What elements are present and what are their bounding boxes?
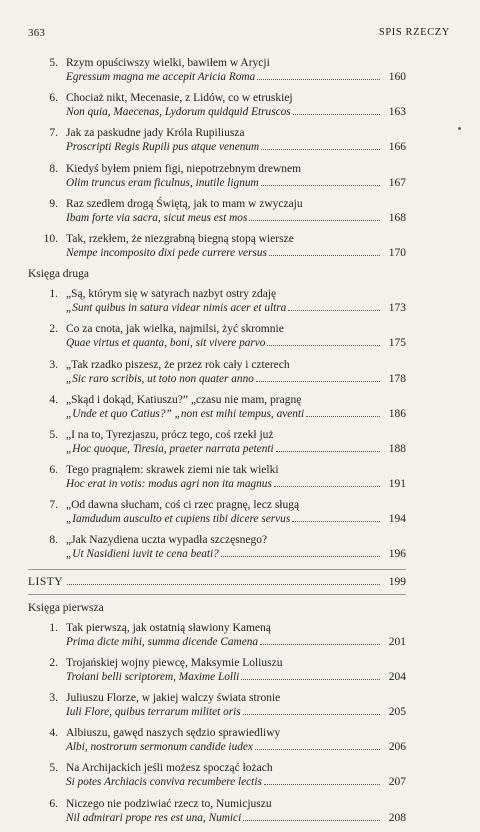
entry-latin-row bbox=[66, 775, 406, 789]
entry-page: 208 bbox=[388, 811, 406, 824]
entry-latin: Troiani belli scriptorem, Maxime Lolli bbox=[66, 670, 240, 683]
entry-number: 6. bbox=[49, 797, 58, 810]
entry-title: Kiedyś byłem pniem figi, niepotrzebnym drewnem bbox=[66, 162, 302, 175]
dot-leader bbox=[261, 149, 380, 150]
entry-latin-row bbox=[66, 740, 406, 754]
entry-title: Trojańskiej wojny piewcę, Maksymie Loliuszu bbox=[66, 656, 283, 669]
toc-entry[interactable] bbox=[28, 533, 406, 561]
toc-group-1 bbox=[28, 56, 406, 260]
toc-entry[interactable] bbox=[28, 91, 406, 119]
entry-latin: Olim truncus eram ficulnus, inutile lignum bbox=[66, 176, 259, 189]
entry-latin: Quae virtus et quanta, boni, sit vivere parvo bbox=[66, 337, 266, 350]
entry-latin: „Sic raro scribis, ut toto non quater anno bbox=[66, 372, 254, 385]
dot-leader bbox=[274, 486, 380, 487]
entry-latin-row bbox=[66, 176, 406, 190]
toc-entry[interactable] bbox=[28, 797, 406, 825]
entry-number: 4. bbox=[49, 727, 58, 740]
entry-number: 3. bbox=[49, 692, 58, 704]
toc-entry[interactable] bbox=[28, 232, 406, 260]
toc-entry[interactable] bbox=[28, 162, 406, 190]
entry-latin: Non quia, Maecenas, Lydorum quidquid Etruscos bbox=[66, 106, 291, 119]
entry-number: 8. bbox=[49, 162, 58, 175]
dot-leader bbox=[67, 584, 380, 585]
entry-latin-row bbox=[66, 301, 406, 315]
entry-number: 7. bbox=[49, 127, 58, 140]
entry-title: Na Archijackich jeśli możesz spocząć łożach bbox=[66, 762, 273, 775]
entry-title: Tak pierwszą, jak ostatnią sławiony Kameną bbox=[66, 621, 271, 634]
entry-page: 204 bbox=[388, 670, 406, 683]
entry-latin: Si potes Archiacis conviva recumbere lectis bbox=[66, 776, 262, 789]
dot-leader bbox=[276, 451, 380, 452]
dot-leader bbox=[292, 521, 380, 522]
entry-page: 168 bbox=[388, 211, 406, 224]
entry-latin-row bbox=[66, 512, 406, 526]
entry-latin: „Hoc quoque, Tiresia, praeter narrata petenti bbox=[66, 442, 274, 455]
toc-entry[interactable] bbox=[28, 428, 406, 456]
dot-leader bbox=[241, 679, 380, 680]
entry-latin: „Unde et quo Catius?” „non est mihi tempus, aventi bbox=[66, 407, 305, 420]
entry-title: Jak za paskudne jady Króla Rupiliusza bbox=[66, 127, 245, 140]
entry-latin: Iuli Flore, quibus terrarum militet oris bbox=[66, 706, 241, 718]
entry-latin: Proscripti Regis Rupili pus atque venenum bbox=[66, 141, 260, 154]
entry-page: 175 bbox=[388, 337, 406, 350]
entry-number: 2. bbox=[49, 656, 58, 669]
entry-title: „Tak rzadko piszesz, że przez rok cały i czterech bbox=[66, 358, 290, 371]
listy-page: 199 bbox=[388, 575, 406, 588]
dot-leader bbox=[249, 220, 380, 221]
toc-entry[interactable] bbox=[28, 358, 406, 386]
entry-number: 6. bbox=[49, 464, 58, 477]
dot-leader bbox=[267, 345, 380, 346]
entry-latin-row bbox=[66, 246, 406, 260]
entry-latin: Prima dicte mihi, summa dicende Camena bbox=[66, 635, 259, 648]
entry-title: Raz szedłem drogą Świętą, jak to mam w zwyczaju bbox=[66, 197, 303, 210]
entry-number: 1. bbox=[49, 621, 58, 634]
dot-leader bbox=[221, 556, 380, 557]
entry-latin-row bbox=[66, 705, 406, 719]
entry-latin-row bbox=[66, 547, 406, 561]
toc-entry[interactable] bbox=[28, 322, 406, 350]
entry-number: 4. bbox=[49, 393, 58, 406]
entry-page: 178 bbox=[388, 372, 406, 385]
entry-latin-row bbox=[66, 105, 406, 119]
entry-page: 191 bbox=[388, 478, 406, 491]
toc-entry[interactable] bbox=[28, 498, 406, 526]
entry-latin: „Iamdudum ausculto et cupiens tibi dicere servus bbox=[66, 513, 291, 526]
entry-latin-row bbox=[66, 372, 406, 386]
dot-leader bbox=[264, 784, 380, 785]
entry-number: 1. bbox=[49, 288, 58, 301]
entry-latin: Egressum magna me accepit Aricia Roma bbox=[66, 71, 256, 83]
divider-rule bbox=[28, 569, 406, 570]
entry-page: 173 bbox=[388, 302, 406, 315]
entry-latin-row bbox=[66, 336, 406, 350]
margin-speck bbox=[458, 127, 461, 130]
toc-entry[interactable] bbox=[28, 393, 406, 421]
entry-page: 163 bbox=[388, 106, 406, 119]
toc-entry[interactable] bbox=[28, 761, 406, 789]
toc-entry[interactable] bbox=[28, 691, 406, 719]
entry-title: Niczego nie podziwiać rzecz to, Numicjuszu bbox=[66, 797, 272, 810]
toc-entry[interactable] bbox=[28, 56, 406, 84]
dot-leader bbox=[243, 714, 380, 715]
entry-title: „Skąd i dokąd, Katiuszu?” „czasu nie mam, pragnę bbox=[66, 393, 302, 406]
entry-title: „Jak Nazydiena uczta wypadła szczęsnego? bbox=[66, 534, 268, 547]
entry-title: Co za cnota, jak wielka, najmilsi, żyć skromnie bbox=[66, 323, 284, 336]
entry-latin-row bbox=[66, 407, 406, 421]
entry-title: Chociaż nikt, Mecenasie, z Lidów, co w etruskiej bbox=[66, 92, 293, 105]
entry-latin: Albi, nostrorum sermonum candide iudex bbox=[66, 741, 253, 754]
entry-latin-row bbox=[66, 477, 406, 491]
entry-page: 186 bbox=[388, 407, 406, 420]
entry-latin: „Ut Nasidieni iuvit te cena beati? bbox=[66, 548, 219, 561]
entry-latin-row bbox=[66, 670, 406, 684]
entry-number: 2. bbox=[49, 323, 58, 336]
toc-entry-listy[interactable] bbox=[28, 576, 406, 588]
dot-leader bbox=[255, 749, 380, 750]
entry-page: 206 bbox=[388, 741, 406, 754]
toc-entry[interactable] bbox=[28, 726, 406, 754]
entry-page: 194 bbox=[388, 513, 406, 526]
toc-entry[interactable] bbox=[28, 463, 406, 491]
entry-number: 10. bbox=[43, 232, 58, 245]
entry-page: 188 bbox=[388, 442, 406, 455]
entry-latin: Nil admirari prope res est una, Numici bbox=[66, 811, 242, 824]
dot-leader bbox=[261, 185, 380, 186]
dot-leader bbox=[306, 416, 380, 417]
dot-leader bbox=[260, 644, 380, 645]
entry-number: 6. bbox=[49, 92, 58, 105]
toc-entry[interactable] bbox=[28, 287, 406, 315]
entry-latin-row bbox=[66, 211, 406, 225]
toc-entry[interactable] bbox=[28, 621, 406, 649]
entry-title: „Od dawna słucham, coś ci rzec pragnę, lecz sługą bbox=[66, 499, 300, 512]
toc-group-3 bbox=[28, 621, 406, 825]
entry-number: 5. bbox=[49, 428, 58, 441]
dot-leader bbox=[243, 820, 380, 821]
dot-leader bbox=[293, 114, 380, 115]
entry-page: 167 bbox=[388, 176, 406, 189]
page-number: 363 bbox=[28, 27, 46, 39]
entry-title: „Są, którym się w satyrach nazbyt ostry zdaję bbox=[66, 288, 277, 301]
entry-number: 3. bbox=[49, 358, 58, 371]
entry-number: 9. bbox=[49, 197, 58, 210]
entry-number: 7. bbox=[49, 499, 58, 512]
entry-latin: „Sunt quibus in satura videar nimis acer et ultra bbox=[66, 302, 287, 315]
toc-entry[interactable] bbox=[28, 656, 406, 684]
entry-latin-row bbox=[66, 635, 406, 649]
entry-page: 196 bbox=[388, 548, 406, 561]
entry-title: Rzym opuściwszy wielki, bawiłem w Arycji bbox=[66, 57, 270, 69]
entry-number: 5. bbox=[49, 57, 58, 69]
entry-title: „I na to, Tyrezjaszu, prócz tego, coś rzekł już bbox=[66, 428, 274, 441]
entry-latin: Ibam forte via sacra, sicut meus est mos bbox=[66, 211, 248, 224]
entry-page: 160 bbox=[388, 71, 406, 83]
entry-title: Tego pragnąłem: skrawek ziemi nie tak wielki bbox=[66, 464, 279, 477]
entry-latin-row bbox=[66, 140, 406, 154]
entry-page: 166 bbox=[388, 141, 406, 154]
dot-leader bbox=[269, 255, 380, 256]
listy-label: LISTY bbox=[28, 575, 64, 588]
running-title: SPIS RZECZY bbox=[378, 27, 450, 38]
entry-latin: Nempe incomposito dixi pede currere versus bbox=[66, 246, 267, 259]
entry-page: 207 bbox=[388, 776, 406, 789]
entry-title: Juliuszu Florze, w jakiej walczy świata stronie bbox=[66, 692, 281, 704]
section-heading-ksiega-pierwsza: Księga pierwsza bbox=[28, 601, 104, 614]
entry-number: 8. bbox=[49, 534, 58, 547]
entry-latin-row bbox=[66, 442, 406, 456]
entry-page: 201 bbox=[388, 635, 406, 648]
toc-entry[interactable] bbox=[28, 126, 406, 154]
entry-latin: Hoc erat in votis: modus agri non ita magnus bbox=[66, 478, 272, 491]
toc-group-2 bbox=[28, 287, 406, 561]
dot-leader bbox=[288, 310, 380, 311]
running-header bbox=[28, 27, 450, 39]
table-of-contents bbox=[28, 56, 406, 832]
dot-leader bbox=[256, 381, 380, 382]
entry-latin-row bbox=[66, 811, 406, 825]
entry-page: 205 bbox=[388, 706, 406, 718]
entry-title: Albiuszu, gawęd naszych sędzio sprawiedliwy bbox=[66, 727, 281, 740]
toc-entry[interactable] bbox=[28, 197, 406, 225]
section-heading-ksiega-druga: Księga druga bbox=[28, 268, 89, 281]
entry-latin-row bbox=[66, 70, 406, 84]
divider-rule bbox=[28, 594, 406, 595]
dot-leader bbox=[257, 79, 380, 80]
entry-number: 5. bbox=[49, 762, 58, 775]
entry-title: Tak, rzekłem, że niezgrabną biegną stopą wiersze bbox=[66, 232, 294, 245]
entry-page: 170 bbox=[388, 246, 406, 259]
